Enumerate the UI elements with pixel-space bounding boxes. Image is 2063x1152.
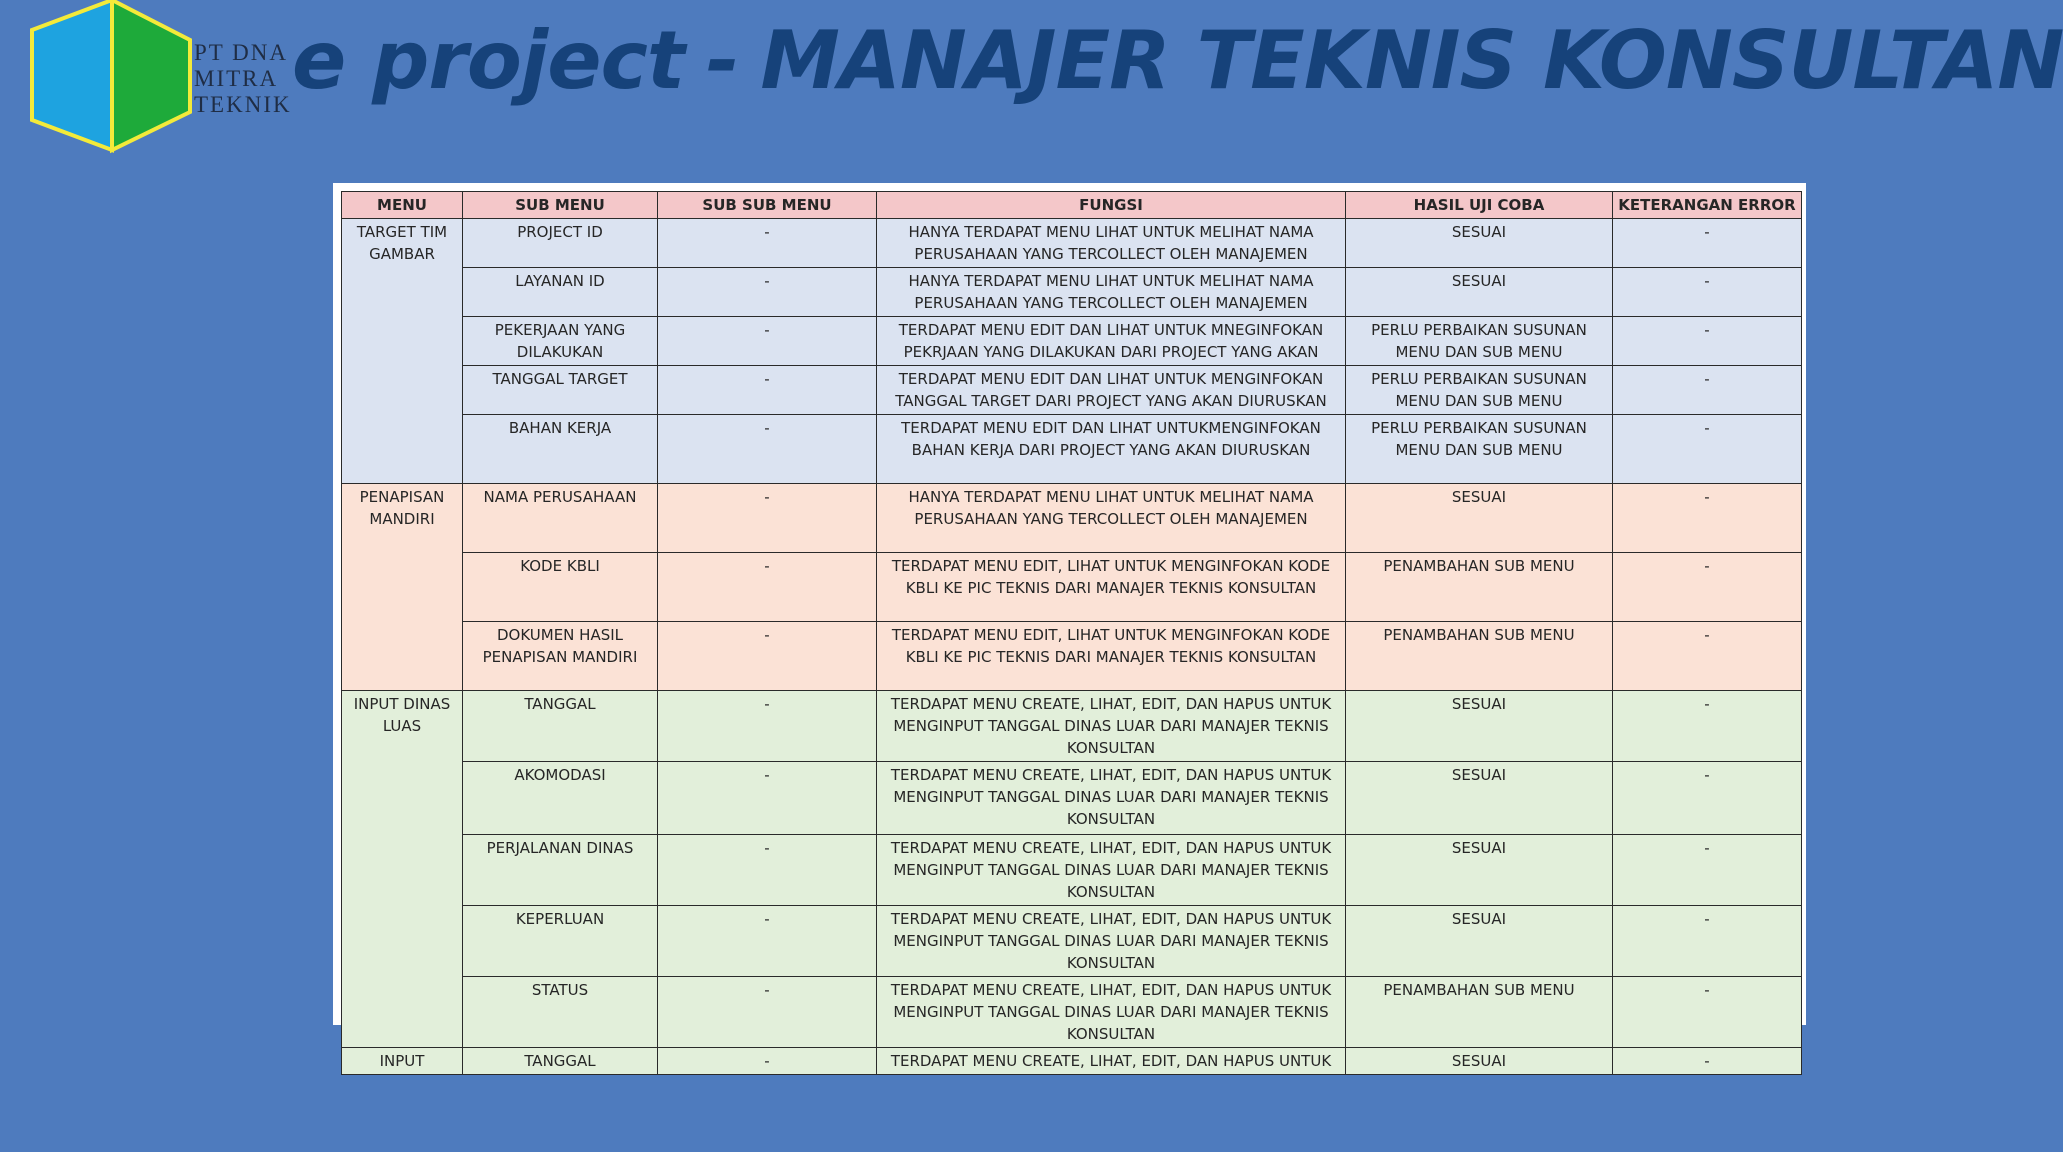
hasil-uji-coba-cell: SESUAI [1346, 691, 1613, 762]
table-row [342, 268, 1802, 317]
fungsi-cell: TERDAPAT MENU EDIT, LIHAT UNTUK MENGINFOKAN KODE KBLI KE PIC TEKNIS DARI MANAJER TEKNIS KONSULTAN [877, 622, 1346, 691]
column-header-sub-sub-menu: SUB SUB MENU [658, 192, 877, 219]
sub-sub-menu-cell: - [658, 415, 877, 484]
sub-menu-cell: STATUS [463, 977, 658, 1048]
fungsi-cell: HANYA TERDAPAT MENU LIHAT UNTUK MELIHAT NAMA PERUSAHAAN YANG TERCOLLECT OLEH MANAJEMEN [877, 484, 1346, 553]
sub-menu-cell: NAMA PERUSAHAAN [463, 484, 658, 553]
hasil-uji-coba-cell: SESUAI [1346, 219, 1613, 268]
column-header-menu: MENU [342, 192, 463, 219]
sub-menu-cell: KODE KBLI [463, 553, 658, 622]
table-row [342, 691, 1802, 762]
title-role: MANAJER TEKNIS KONSULTAN [760, 14, 2063, 107]
table-row [342, 977, 1802, 1048]
logo-right-face [112, 0, 190, 150]
keterangan-error-cell: - [1613, 762, 1802, 835]
sub-menu-cell: PEKERJAAN YANG DILAKUKAN [463, 317, 658, 366]
keterangan-error-cell: - [1613, 691, 1802, 762]
hasil-uji-coba-cell: SESUAI [1346, 762, 1613, 835]
title-separator: - [706, 14, 739, 107]
sub-menu-cell: BAHAN KERJA [463, 415, 658, 484]
sub-menu-cell: TANGGAL [463, 691, 658, 762]
logo-line-1: PT DNA [194, 40, 289, 65]
table-row [342, 622, 1802, 691]
sub-menu-cell: DOKUMEN HASIL PENAPISAN MANDIRI [463, 622, 658, 691]
table-row [342, 484, 1802, 553]
test-results-table [341, 191, 1802, 1075]
sub-menu-cell: LAYANAN ID [463, 268, 658, 317]
column-header-hasil-uji-coba: HASIL UJI COBA [1346, 192, 1613, 219]
keterangan-error-cell: - [1613, 366, 1802, 415]
fungsi-cell: HANYA TERDAPAT MENU LIHAT UNTUK MELIHAT NAMA PERUSAHAAN YANG TERCOLLECT OLEH MANAJEMEN [877, 268, 1346, 317]
keterangan-error-cell: - [1613, 977, 1802, 1048]
sub-menu-cell: TANGGAL TARGET [463, 366, 658, 415]
column-header-keterangan-error: KETERANGAN ERROR [1613, 192, 1802, 219]
hasil-uji-coba-cell: SESUAI [1346, 1048, 1613, 1075]
sub-sub-menu-cell: - [658, 366, 877, 415]
logo-line-3: TEKNIK [194, 92, 292, 117]
keterangan-error-cell: - [1613, 415, 1802, 484]
menu-cell: INPUT DINAS LUAS [342, 691, 463, 1048]
table-row [342, 553, 1802, 622]
sub-menu-cell: AKOMODASI [463, 762, 658, 835]
table-row [342, 219, 1802, 268]
table-row [342, 366, 1802, 415]
column-header-sub-menu: SUB MENU [463, 192, 658, 219]
keterangan-error-cell: - [1613, 553, 1802, 622]
sub-sub-menu-cell: - [658, 553, 877, 622]
fungsi-cell: TERDAPAT MENU CREATE, LIHAT, EDIT, DAN HAPUS UNTUK MENGINPUT TANGGAL DINAS LUAR DARI MANAJER TEKNIS KONSULTAN [877, 835, 1346, 906]
keterangan-error-cell: - [1613, 268, 1802, 317]
keterangan-error-cell: - [1613, 906, 1802, 977]
sub-sub-menu-cell: - [658, 691, 877, 762]
sub-sub-menu-cell: - [658, 1048, 877, 1075]
title-app: e project [292, 14, 685, 107]
hasil-uji-coba-cell: PERLU PERBAIKAN SUSUNAN MENU DAN SUB MENU [1346, 317, 1613, 366]
table-row [342, 906, 1802, 977]
sub-menu-cell: PERJALANAN DINAS [463, 835, 658, 906]
sub-sub-menu-cell: - [658, 484, 877, 553]
logo-wordmark [194, 40, 292, 118]
fungsi-cell: TERDAPAT MENU EDIT DAN LIHAT UNTUK MNEGINFOKAN PEKRJAAN YANG DILAKUKAN DARI PROJECT YANG AKAN [877, 317, 1346, 366]
fungsi-cell: TERDAPAT MENU CREATE, LIHAT, EDIT, DAN HAPUS UNTUK MENGINPUT TANGGAL DINAS LUAR DARI MANAJER TEKNIS KONSULTAN [877, 691, 1346, 762]
hasil-uji-coba-cell: SESUAI [1346, 835, 1613, 906]
keterangan-error-cell: - [1613, 622, 1802, 691]
sub-menu-cell: KEPERLUAN [463, 906, 658, 977]
hasil-uji-coba-cell: PERLU PERBAIKAN SUSUNAN MENU DAN SUB MENU [1346, 366, 1613, 415]
sub-sub-menu-cell: - [658, 317, 877, 366]
menu-cell: PENAPISAN MANDIRI [342, 484, 463, 691]
keterangan-error-cell: - [1613, 317, 1802, 366]
keterangan-error-cell: - [1613, 484, 1802, 553]
sub-sub-menu-cell: - [658, 219, 877, 268]
sub-sub-menu-cell: - [658, 835, 877, 906]
table-header-row [342, 192, 1802, 219]
hasil-uji-coba-cell: PERLU PERBAIKAN SUSUNAN MENU DAN SUB MENU [1346, 415, 1613, 484]
menu-cell: INPUT [342, 1048, 463, 1075]
fungsi-cell: TERDAPAT MENU EDIT DAN LIHAT UNTUKMENGINFOKAN BAHAN KERJA DARI PROJECT YANG AKAN DIURUSKAN [877, 415, 1346, 484]
keterangan-error-cell: - [1613, 1048, 1802, 1075]
fungsi-cell: TERDAPAT MENU EDIT DAN LIHAT UNTUK MENGINFOKAN TANGGAL TARGET DARI PROJECT YANG AKAN DIURUSKAN [877, 366, 1346, 415]
sub-sub-menu-cell: - [658, 906, 877, 977]
sub-sub-menu-cell: - [658, 762, 877, 835]
table-row [342, 762, 1802, 835]
column-header-fungsi: FUNGSI [877, 192, 1346, 219]
fungsi-cell: TERDAPAT MENU CREATE, LIHAT, EDIT, DAN HAPUS UNTUK MENGINPUT TANGGAL DINAS LUAR DARI MANAJER TEKNIS KONSULTAN [877, 762, 1346, 835]
hasil-uji-coba-cell: SESUAI [1346, 906, 1613, 977]
logo-line-2: MITRA [194, 66, 279, 91]
keterangan-error-cell: - [1613, 219, 1802, 268]
keterangan-error-cell: - [1613, 835, 1802, 906]
menu-cell: TARGET TIM GAMBAR [342, 219, 463, 484]
hasil-uji-coba-cell: SESUAI [1346, 268, 1613, 317]
fungsi-cell: TERDAPAT MENU CREATE, LIHAT, EDIT, DAN HAPUS UNTUK MENGINPUT TANGGAL DINAS LUAR DARI MANAJER TEKNIS KONSULTAN [877, 906, 1346, 977]
sub-menu-cell: TANGGAL [463, 1048, 658, 1075]
fungsi-cell: TERDAPAT MENU CREATE, LIHAT, EDIT, DAN HAPUS UNTUK [877, 1048, 1346, 1075]
sub-sub-menu-cell: - [658, 977, 877, 1048]
hasil-uji-coba-cell: SESUAI [1346, 484, 1613, 553]
table-row [342, 415, 1802, 484]
spreadsheet-panel [333, 183, 1806, 1070]
table-body [342, 219, 1802, 1075]
fungsi-cell: TERDAPAT MENU EDIT, LIHAT UNTUK MENGINFOKAN KODE KBLI KE PIC TEKNIS DARI MANAJER TEKNIS KONSULTAN [877, 553, 1346, 622]
hasil-uji-coba-cell: PENAMBAHAN SUB MENU [1346, 553, 1613, 622]
sub-menu-cell: PROJECT ID [463, 219, 658, 268]
page-title [292, 6, 2063, 116]
hasil-uji-coba-cell: PENAMBAHAN SUB MENU [1346, 622, 1613, 691]
table-row [342, 1048, 1802, 1075]
table-row [342, 317, 1802, 366]
fungsi-cell: HANYA TERDAPAT MENU LIHAT UNTUK MELIHAT NAMA PERUSAHAAN YANG TERCOLLECT OLEH MANAJEMEN [877, 219, 1346, 268]
sub-sub-menu-cell: - [658, 268, 877, 317]
table-row [342, 835, 1802, 906]
fungsi-cell: TERDAPAT MENU CREATE, LIHAT, EDIT, DAN HAPUS UNTUK MENGINPUT TANGGAL DINAS LUAR DARI MANAJER TEKNIS KONSULTAN [877, 977, 1346, 1048]
sub-sub-menu-cell: - [658, 622, 877, 691]
hasil-uji-coba-cell: PENAMBAHAN SUB MENU [1346, 977, 1613, 1048]
logo-left-face [32, 0, 112, 150]
